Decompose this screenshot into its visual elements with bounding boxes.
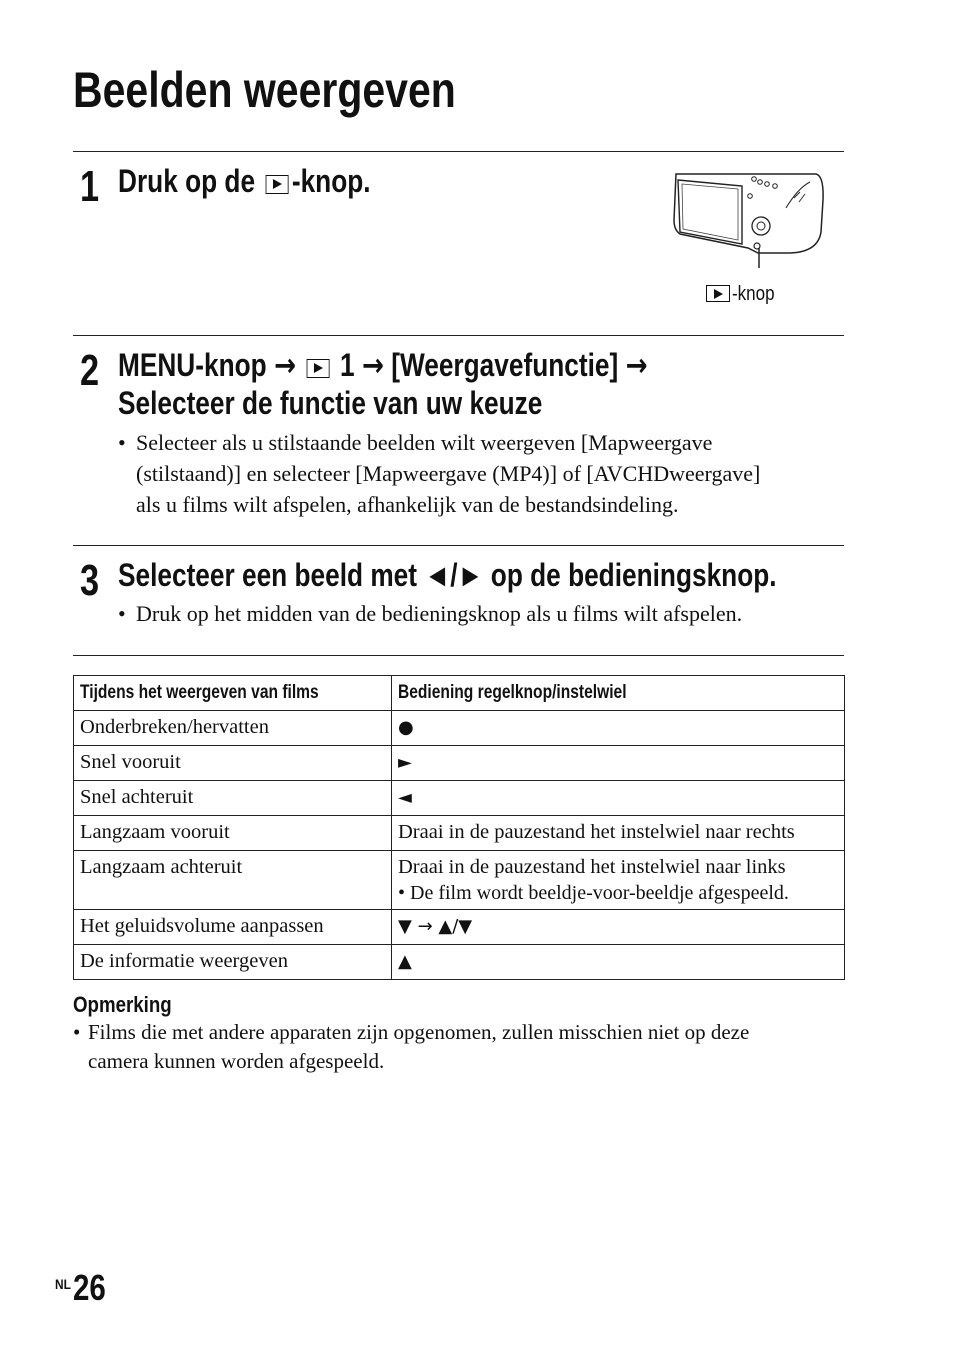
table-cell-control [392,945,845,980]
play-icon [307,359,330,378]
step-2-view-mode-text: [Weergavefunctie] [391,347,619,383]
table-cell-control [392,781,845,816]
table-row [74,711,845,746]
table-cell-control [392,910,845,945]
table-cell-control [392,746,845,781]
camera-back-icon [668,170,828,270]
page-number-value: 26 [72,1267,106,1308]
camera-illustration [668,170,828,270]
table-cell-control: Draai in de pauzestand het instelwiel naar rechts [392,816,845,851]
note-line: camera kunnen worden afgespeeld. [88,1049,385,1073]
table-cell-action: De informatie weergeven [74,945,392,980]
step-2-bullet-line: Selecteer als u stilstaande beelden wilt weergeven [Mapweergave [136,430,713,455]
divider-step-3 [73,545,844,546]
step-2-menu-button-text: MENU-knop [118,347,267,383]
table-control-symbol: ▲ [398,951,412,972]
step-3-number: 3 [80,556,100,605]
note-line: Films die met andere apparaten zijn opgenomen, zullen misschien niet op deze [88,1020,750,1044]
page-number [55,1268,113,1308]
step-1-heading-pre: Druk op de [118,163,256,199]
play-icon [706,285,730,302]
step-2-bullet [136,427,841,520]
step-1-heading-post: -knop. [291,163,371,199]
table-control-text: Draai in de pauzestand het instelwiel naar links [398,856,786,878]
table-cell-control [392,711,845,746]
step-3-bullet-mark: • [118,601,126,626]
note-bullet-mark: • [73,1020,81,1044]
table-cell-action: Snel achteruit [74,781,392,816]
table-header-cell: Bediening regelknop/instelwiel [392,676,845,711]
play-button-label: -knop [732,283,775,305]
table-control-note-text: De film wordt beeldje-voor-beeldje afgespeeld. [410,882,789,904]
arrow-right-icon: → [361,346,384,384]
step-2-heading-line-1 [118,347,647,383]
step-3-heading: Selecteer een beeld met ◄/► op de bedieningsknop. [118,557,777,593]
divider-table [73,655,844,656]
note-heading: Opmerking [73,992,172,1017]
table-row [74,910,845,945]
table-control-symbol: ▼ → ▲/▼ [398,916,473,937]
table-row [74,851,845,910]
step-1-heading [118,163,371,199]
table-row [74,816,845,851]
table-cell-action: Onderbreken/hervatten [74,711,392,746]
arrow-right-icon: → [273,346,296,384]
table-cell-action: Langzaam vooruit [74,816,392,851]
step-2-heading-line-2: Selecteer de functie van uw keuze [118,385,543,421]
table-cell-action: Snel vooruit [74,746,392,781]
table-cell-action: Het geluidsvolume aanpassen [74,910,392,945]
movie-playback-controls-table [73,675,845,980]
table-control-symbol: ► [398,752,412,773]
page-title: Beelden weergeven [73,62,456,118]
arrow-right-icon: → [625,346,648,384]
step-2-number: 2 [80,346,100,395]
step-2-bullet-mark: • [118,430,126,455]
play-icon [266,175,289,194]
table-header-row [74,676,845,711]
table-row [74,945,845,980]
note-text [88,1018,749,1076]
table-row [74,746,845,781]
play-button-callout [706,283,782,307]
table-cell-control [392,851,845,910]
table-cell-action: Langzaam achteruit [74,851,392,910]
step-2-bullet-line: als u films wilt afspelen, afhankelijk van de bestandsindeling. [136,492,679,517]
divider-step-2 [73,335,844,336]
step-2-playback-menu-number: 1 [340,347,355,383]
step-2-bullet-line: (stilstaand)] en selecteer [Mapweergave (MP4)] of [AVCHDweergave] [136,461,761,486]
step-1-number: 1 [80,162,100,211]
table-control-symbol: ● [398,717,414,738]
table-row [74,781,845,816]
table-control-note [398,880,838,906]
table-control-note-mark: • [398,882,406,904]
page-language-code: NL [55,1276,71,1292]
divider-step-1 [73,151,844,152]
table-header-cell: Tijdens het weergeven van films [74,676,392,711]
table-control-symbol: ◄ [398,787,412,808]
step-3-bullet: Druk op het midden van de bedieningsknop als u films wilt afspelen. [136,601,743,626]
